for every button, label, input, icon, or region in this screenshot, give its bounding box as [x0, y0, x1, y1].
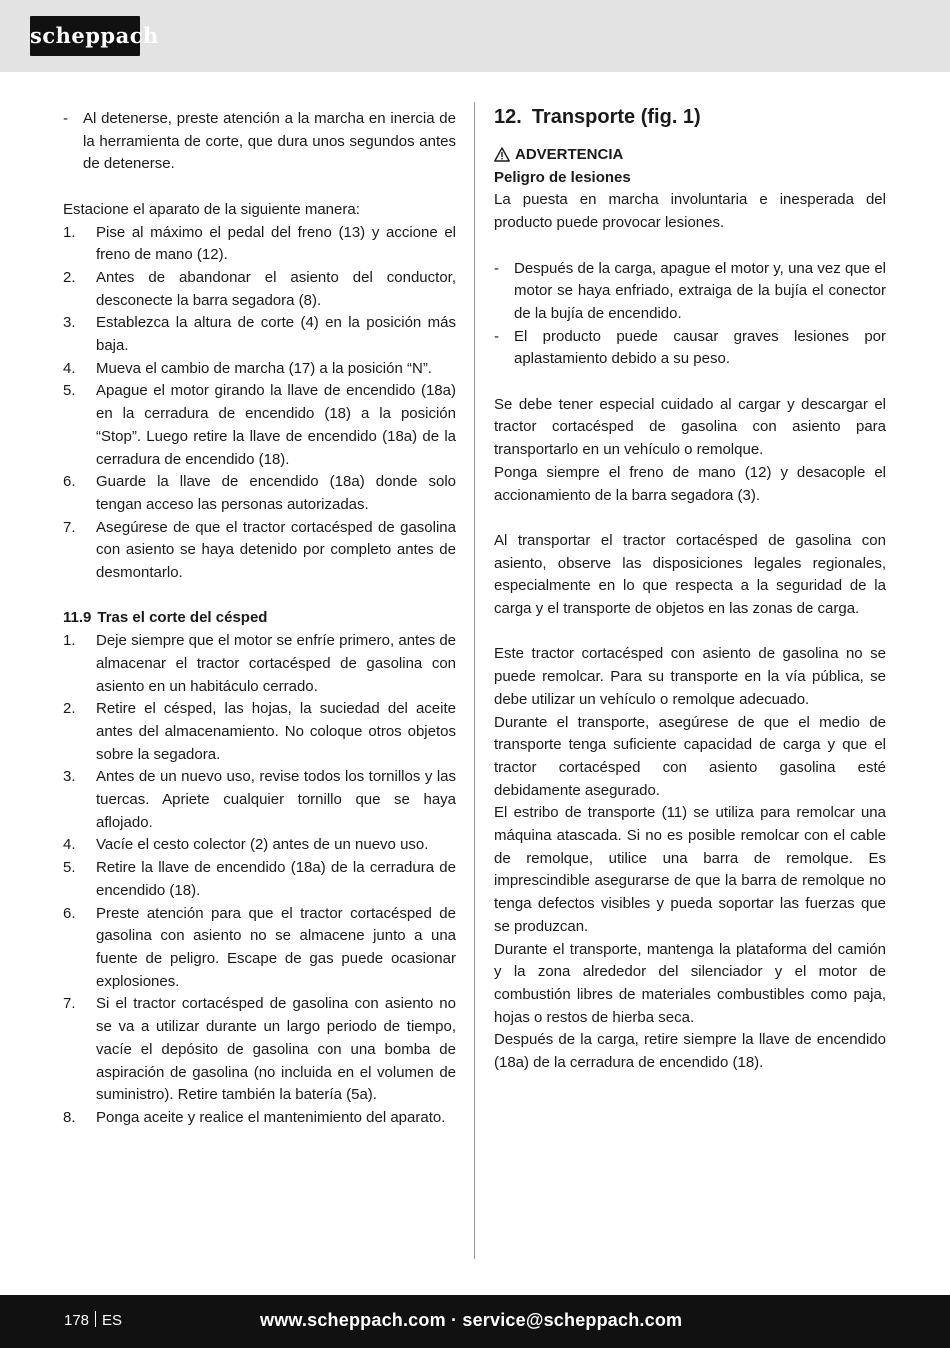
subsection-number: 11.9	[63, 609, 92, 627]
paragraph: Durante el transporte, asegúrese de que el medio de transporte tenga suficiente capacidad de carga y que el tractor cortacésped con asiento gasolina esté debidamente asegurado.	[494, 713, 886, 799]
item-text: Preste atención para que el tractor cortacésped de gasolina con asiento no se almacene junto a una fuente de peligro. Escape de gas puede ocasionar explosiones.	[96, 904, 456, 990]
footer-url-text: www.scheppach.com · service@scheppach.com	[260, 1310, 683, 1330]
item-number: 4.	[63, 836, 76, 854]
item-text: Guarde la llave de encendido (18a) donde solo tengan acceso las personas autorizadas.	[96, 473, 456, 513]
warning-heading	[494, 144, 886, 167]
paragraph: Ponga siempre el freno de mano (12) y desacople el accionamiento de la barra segadora (3).	[494, 463, 886, 504]
intro-bullet-text: Al detenerse, preste atención a la marcha en inercia de la herramienta de corte, que dura unos segundos antes de detenerse.	[83, 110, 456, 173]
column-divider	[474, 102, 475, 1259]
warning-bullet	[494, 326, 886, 371]
warning-triangle-icon	[494, 147, 511, 163]
list-item	[63, 380, 456, 471]
item-text: Retire el césped, las hojas, la suciedad del aceite antes del almacenamiento. No coloque otros objetos sobre la segadora.	[96, 700, 456, 763]
item-text: Apague el motor girando la llave de encendido (18a) en la cerradura de encendido (18) a la posición “Stop”. Luego retire la llave de encendido (18a) de la cerradura de encendido (18).	[96, 382, 456, 468]
page-footer	[0, 1295, 950, 1348]
item-text: Asegúrese de que el tractor cortacésped de gasolina con asiento se haya detenido por completo antes de desmontarlo.	[96, 518, 456, 582]
item-text: Deje siempre que el motor se enfríe primero, antes de almacenar el tractor cortacésped de gasolina con asiento en un habitáculo cerrado.	[96, 632, 456, 695]
item-number: 1.	[63, 632, 76, 650]
item-number: 7.	[63, 518, 76, 536]
separator	[95, 1311, 96, 1327]
intro-bullet	[63, 108, 456, 176]
item-number: 7.	[63, 995, 76, 1013]
list-item	[63, 222, 456, 267]
left-column	[63, 108, 456, 1130]
item-text: Antes de abandonar el asiento del conductor, desconecte la barra segadora (8).	[96, 268, 456, 309]
paragraph: Al transportar el tractor cortacésped de gasolina con asiento, observe las disposiciones legales regionales, especialmente en lo que respecta a la seguridad de la carga y el transporte de objetos en las zonas de carga.	[494, 531, 886, 618]
page-number-block	[64, 1310, 122, 1332]
item-number: 4.	[63, 359, 76, 377]
item-text: Mueva el cambio de marcha (17) a la posición “N”.	[96, 359, 432, 377]
bullet-text: El producto puede causar graves lesiones por aplastamiento debido a su peso.	[514, 327, 886, 368]
item-number: 6.	[63, 473, 76, 491]
paragraph: Después de la carga, retire siempre la llave de encendido (18a) de la cerradura de encendido (18).	[494, 1031, 886, 1072]
paragraph: Se debe tener especial cuidado al cargar y descargar el tractor cortacésped de gasolina con asiento para transportarlo en un vehículo o remolque.	[494, 395, 886, 459]
item-text: Ponga aceite y realice el mantenimiento del aparato.	[96, 1108, 446, 1126]
item-text: Establezca la altura de corte (4) en la posición más baja.	[96, 314, 456, 355]
item-number: 2.	[63, 700, 76, 718]
list-item	[63, 630, 456, 698]
dash-marker: -	[494, 259, 499, 277]
list-item	[63, 857, 456, 902]
item-number: 8.	[63, 1108, 76, 1126]
list-item	[63, 312, 456, 357]
list-item	[63, 903, 456, 994]
subsection-heading	[63, 607, 456, 630]
item-number: 6.	[63, 904, 76, 922]
dash-marker: -	[494, 327, 499, 345]
item-number: 3.	[63, 314, 76, 332]
list-item	[63, 834, 456, 857]
item-number: 5.	[63, 382, 76, 400]
bullet-text: Después de la carga, apague el motor y, una vez que el motor se haya enfriado, extraiga de la bujía el conector de la bujía de encendido.	[514, 259, 886, 322]
scheppach-logo: scheppach	[30, 16, 140, 56]
list-item	[63, 993, 456, 1107]
right-column	[494, 108, 886, 1075]
page-header	[0, 0, 950, 72]
section-heading	[494, 104, 886, 130]
warning-text: La puesta en marcha involuntaria e inesperada del producto puede provocar lesiones.	[494, 191, 886, 232]
warning-label: ADVERTENCIA	[515, 146, 624, 163]
after-steps-list	[63, 630, 456, 1129]
warning-subtitle: Peligro de lesiones	[494, 168, 631, 186]
item-text: Si el tractor cortacésped de gasolina con asiento no se va a utilizar durante un largo periodo de tiempo, vacíe el depósito de gasolina con una bomba de aspiración de gasolina (no incluida en el volumen de suministro). Retire también la batería (5a).	[96, 995, 456, 1104]
dash-marker: -	[63, 110, 68, 127]
page-number: 178	[64, 1312, 90, 1329]
list-item	[63, 766, 456, 834]
list-item	[63, 517, 456, 585]
list-item	[63, 471, 456, 516]
park-steps-list	[63, 222, 456, 585]
list-item	[63, 267, 456, 312]
warning-bullet	[494, 258, 886, 326]
item-text: Antes de un nuevo uso, revise todos los tornillos y las tuercas. Apriete cualquier tornillo que se haya aflojado.	[96, 768, 456, 831]
list-item	[63, 358, 456, 381]
item-number: 1.	[63, 223, 76, 241]
list-item	[63, 698, 456, 766]
item-number: 3.	[63, 768, 76, 786]
item-text: Retire la llave de encendido (18a) de la cerradura de encendido (18).	[96, 859, 456, 899]
item-text: Vacíe el cesto colector (2) antes de un nuevo uso.	[96, 836, 429, 854]
paragraph: Durante el transporte, mantenga la plataforma del camión y la zona alrededor del silenciador y el motor de combustión libres de materiales combustibles como paja, hojas o restos de hierba seca.	[494, 940, 886, 1026]
paragraph: El estribo de transporte (11) se utiliza para remolcar una máquina atascada. Si no es posible remolcar con el cable de remolque, utilice una barra de remolque. Es imprescindible asegurarse de que la barra de remolque no tenga defectos visibles y pueda soportar las fuerzas que se produzcan.	[494, 804, 886, 935]
park-intro: Estacione el aparato de la siguiente manera:	[63, 200, 360, 218]
section-number: 12.	[494, 106, 522, 128]
item-number: 5.	[63, 859, 76, 877]
list-item	[63, 1107, 456, 1130]
language-code: ES	[102, 1312, 123, 1329]
paragraph: Este tractor cortacésped con asiento de gasolina no se puede remolcar. Para su transporte en la vía pública, se debe utilizar un vehículo o remolque adecuado.	[494, 645, 886, 708]
subsection-title: Tras el corte del césped	[97, 609, 268, 627]
item-text: Pise al máximo el pedal del freno (13) y accione el freno de mano (12).	[96, 223, 456, 264]
item-number: 2.	[63, 268, 76, 286]
section-title: Transporte (fig. 1)	[531, 106, 701, 128]
